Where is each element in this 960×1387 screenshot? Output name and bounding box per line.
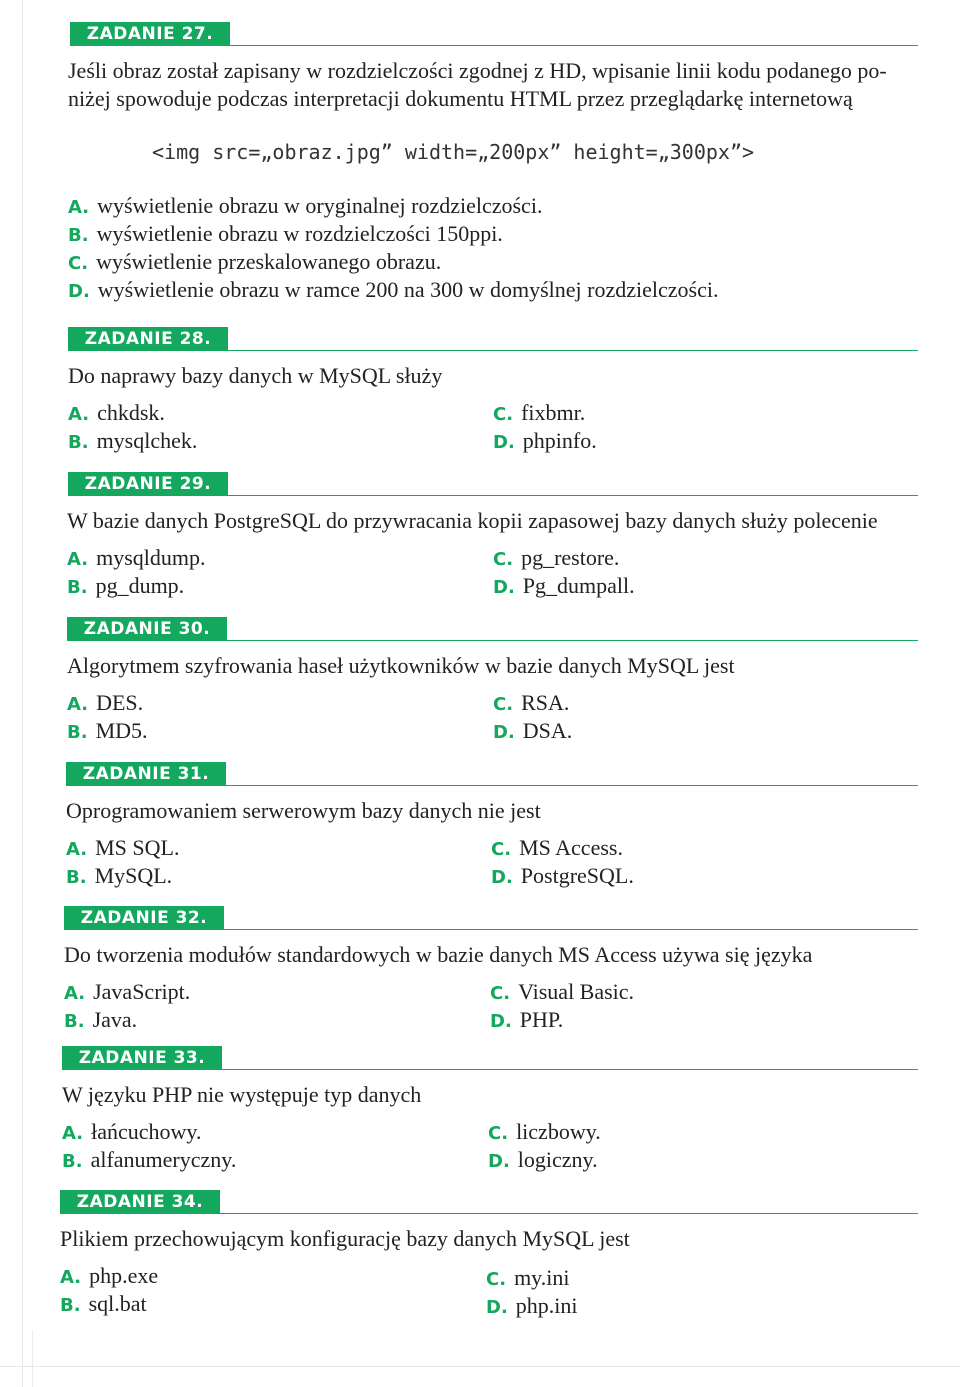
answer-text: PostgreSQL. [520,863,634,888]
answer-letter: D. [68,281,90,302]
answer-text: DES. [96,690,144,715]
answer-text: php.ini [515,1293,578,1318]
answer-text: RSA. [521,690,570,715]
answer-letter: D. [493,432,515,453]
answer-text: mysqldump. [96,545,206,570]
task-27 [0,22,960,302]
answer-letter: C. [493,549,514,570]
task-question: Do naprawy bazy danych w MySQL służy [68,363,443,388]
answer-text: mysqlchek. [96,428,198,453]
task-rule [68,350,918,351]
answer-a [68,192,542,222]
task-31 [0,762,960,888]
task-rule [67,640,918,641]
page-margin-line-secondary [32,1330,33,1387]
answer-a [66,834,179,864]
answer-d [491,862,634,892]
answer-d [488,1146,598,1176]
answer-letter: C. [493,694,514,715]
task-header [0,22,960,46]
answer-text: MS SQL. [95,835,180,860]
answer-text: logiczny. [517,1147,598,1172]
task-rule [66,785,918,786]
answer-text: pg_restore. [521,545,620,570]
answer-letter: C. [68,253,89,274]
answer-letter: D. [493,577,515,598]
answer-letter: A. [64,983,86,1004]
answer-a [67,544,206,574]
task-label: ZADANIE 32. [64,906,224,930]
answer-text: phpinfo. [522,428,597,453]
task-label: ZADANIE 30. [67,617,227,641]
answer-text: liczbowy. [516,1119,601,1144]
answer-text: chkdsk. [97,400,165,425]
answer-letter: D. [490,1011,512,1032]
task-label: ZADANIE 33. [62,1046,222,1070]
answer-a [60,1262,158,1292]
task-rule [70,45,918,46]
answer-b [68,220,503,250]
task-question: Oprogramowaniem serwerowym bazy danych nie jest [66,798,541,823]
task-label: ZADANIE 27. [70,22,230,46]
answer-d [493,717,572,747]
answer-text: MySQL. [94,863,173,888]
task-30 [0,617,960,743]
task-rule [64,929,918,930]
answer-text: fixbmr. [521,400,586,425]
answer-c [493,544,619,574]
answer-b [64,1006,137,1036]
answer-letter: B. [68,225,89,246]
task-header [0,1046,960,1070]
answer-letter: C. [486,1269,507,1290]
page-margin-line [22,0,23,1387]
answer-a [62,1118,201,1148]
answer-text: łańcuchowy. [91,1119,202,1144]
task-label: ZADANIE 31. [66,762,226,786]
answer-letter: B. [64,1011,85,1032]
answer-d [486,1292,578,1322]
answer-text: DSA. [522,718,573,743]
answer-letter: A. [68,404,90,425]
answer-b [62,1146,236,1176]
answer-letter: C. [490,983,511,1004]
answer-letter: D. [491,867,513,888]
answer-a [67,689,143,719]
task-question: W bazie danych PostgreSQL do przywracania kopii zapasowej bazy danych służy polecenie [67,508,878,533]
answer-c [493,689,569,719]
task-29 [0,472,960,598]
task-question: Jeśli obraz został zapisany w rozdzielczości zgodnej z HD, wpisanie linii kodu podanego po- [68,58,887,83]
answer-letter: B. [62,1151,83,1172]
task-question: Plikiem przechowującym konfigurację bazy danych MySQL jest [60,1226,630,1251]
task-33 [0,1046,960,1172]
answer-c [493,399,585,429]
task-question: Do tworzenia modułów standardowych w bazie danych MS Access używa się języka [64,942,813,967]
answer-letter: A. [60,1267,82,1288]
answer-text: alfanumeryczny. [90,1147,237,1172]
answer-text: pg_dump. [95,573,185,598]
code-snippet: <img src=„obraz.jpg” width=„200px” height=„300px”> [152,140,755,164]
answer-text: Java. [92,1007,138,1032]
answer-c [491,834,623,864]
answer-letter: A. [67,549,89,570]
task-label: ZADANIE 34. [60,1190,220,1214]
answer-d [68,276,718,306]
answer-c [68,248,441,278]
task-header [0,617,960,641]
answer-text: Visual Basic. [518,979,635,1004]
answer-a [64,978,190,1008]
answer-letter: A. [67,694,89,715]
answer-c [488,1118,601,1148]
answer-letter: C. [493,404,514,425]
answer-text: MS Access. [519,835,623,860]
task-question-continued: niżej spowoduje podczas interpretacji dokumentu HTML przez przeglądarkę internetową [68,86,853,111]
page-bottom-line [0,1366,960,1367]
answer-c [490,978,634,1008]
answer-letter: C. [488,1123,509,1144]
answer-letter: C. [491,839,512,860]
task-rule [68,495,918,496]
task-question: Algorytmem szyfrowania haseł użytkowników w bazie danych MySQL jest [67,653,735,678]
answer-letter: D. [486,1297,508,1318]
task-34 [0,1190,960,1318]
task-32 [0,906,960,1032]
answer-text: JavaScript. [93,979,191,1004]
answer-letter: B. [66,867,87,888]
answer-b [60,1290,147,1320]
answer-text: Pg_dumpall. [522,573,635,598]
task-header [0,1190,960,1214]
answer-letter: D. [493,722,515,743]
answer-d [493,427,597,457]
task-rule [60,1213,918,1214]
answer-b [67,717,148,747]
task-header [0,906,960,930]
answer-letter: A. [66,839,88,860]
answer-text: my.ini [514,1265,570,1290]
answer-letter: D. [488,1151,510,1172]
answer-text: MD5. [95,718,148,743]
task-header [0,762,960,786]
answer-text: wyświetlenie przeskalowanego obrazu. [96,249,442,274]
answer-text: wyświetlenie obrazu w rozdzielczości 150ppi. [96,221,503,246]
task-label: ZADANIE 29. [68,472,228,496]
answer-text: wyświetlenie obrazu w oryginalnej rozdzielczości. [97,193,543,218]
answer-letter: B. [67,722,88,743]
answer-letter: A. [62,1123,84,1144]
answer-text: sql.bat [88,1291,147,1316]
task-header [0,472,960,496]
answer-text: php.exe [89,1263,159,1288]
answer-b [66,862,172,892]
task-28 [0,327,960,453]
answer-letter: B. [60,1295,81,1316]
answer-letter: A. [68,197,90,218]
answer-c [486,1264,569,1294]
answer-letter: B. [68,432,89,453]
task-header [0,327,960,351]
task-label: ZADANIE 28. [68,327,228,351]
answer-a [68,399,165,429]
answer-b [68,427,197,457]
task-question: W języku PHP nie występuje typ danych [62,1082,422,1107]
answer-d [493,572,635,602]
answer-b [67,572,184,602]
answer-text: wyświetlenie obrazu w ramce 200 na 300 w domyślnej rozdzielczości. [97,277,719,302]
answer-letter: B. [67,577,88,598]
answer-text: PHP. [519,1007,564,1032]
task-rule [62,1069,918,1070]
answer-d [490,1006,563,1036]
